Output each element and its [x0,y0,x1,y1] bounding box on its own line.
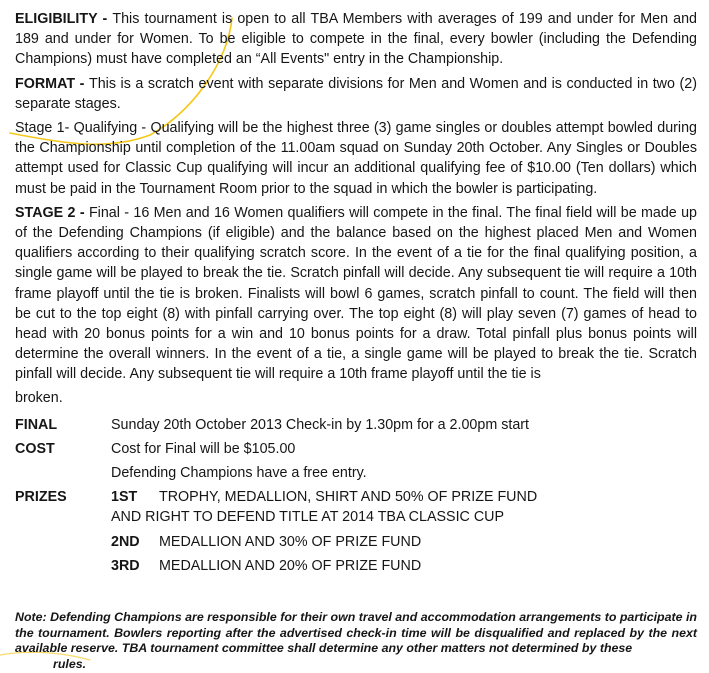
stage1-paragraph [15,118,697,199]
format-text: This is a scratch event with separate divisions for Men and Women and is conducted in two (2) separate stages. [15,75,697,112]
prizes-label: PRIZES [15,488,67,505]
cost-label: COST [15,440,55,457]
stage1-text: Stage 1- Qualifying - Qualifying will be the highest three (3) game singles or doubles attempt bowled during the Championship until completion of the 11.00am squad on Sunday 20th October. Any Singles or Doubles attempt used for Classic Cup qualifying will incur an additional qualifying fee of $10.00 (Ten dollars) which must be paid in the Tournament Room prior to the squad in which the bowler is participating. [15,120,697,197]
final-value: Sunday 20th October 2013 Check-in by 1.30pm for a 2.00pm start [111,416,530,433]
eligibility-label: ELIGIBILITY - [15,11,113,27]
prizes-section [15,485,697,573]
prize-place: 3RD [111,558,140,575]
prize-third [111,556,537,577]
tournament-rules-document [15,9,697,573]
stage2-text: Final - 16 Men and 16 Women qualifiers will compete in the final. The final field will be made up of the Defending Champions (if eligible) and the balance based on the highest placed Men and Women qualifiers according to their qualifying scratch score. In the event of a tie for the final qualifying position, a single game will be played to break the tie. Scratch pinfall will decide. Any subsequent tie will require a 10th frame playoff until the tie is broken. Finalists will bowl 6 games, scratch pinfall to count. The field will then be cut to the top eight (8) with pinfall carrying over. The top eight (8) will play seven (7) games of head to head with 20 bonus points for a win and 10 bonus points for a draw. Total pinfall plus bonus points will determine the overall winners. In the event of a tie, a single game will be played to break the tie. Scratch pinfall will decide. Any subsequent tie will require a 10th frame playoff until the tie is [15,204,697,383]
prize-place: 1ST [111,488,138,505]
eligibility-text: This tournament is open to all TBA Members with averages of 199 and under for Men and 189 and under for Women. To be eligible to compete in the final, every bowler (including the Defending Champions) must have completed an “All Events" entry in the Championship. [15,11,697,68]
stage2-tail: broken. [15,389,63,406]
prize-list [111,487,537,577]
eligibility-paragraph [15,9,697,70]
format-paragraph [15,74,697,114]
final-row [15,413,697,437]
note-text: Note: Defending Champions are responsible for their own travel and accommodation arrangements to participate in the tournament. Bowlers reporting after the advertised check-in time will be disqualified and replaced by the next available reserve. TBA tournament committee shall determine any other matters not determined by these [15,610,697,656]
cost-value: Cost for Final will be $105.00 [111,440,296,457]
stage2-paragraph [15,203,697,385]
cost-row [15,437,697,461]
prize-text: TROPHY, MEDALLION, SHIRT AND 50% OF PRIZE FUND [159,488,538,505]
prize-second [111,532,537,553]
prize-first-continuation: AND RIGHT TO DEFEND TITLE AT 2014 TBA CLASSIC CUP [111,509,505,526]
prize-text: MEDALLION AND 30% OF PRIZE FUND [159,533,422,550]
note-tail: rules. [53,656,87,671]
stage2-label: STAGE 2 - [15,204,89,221]
prize-first [111,487,537,508]
prize-place: 2ND [111,533,140,550]
cost-extra-row [15,461,697,485]
prize-text: MEDALLION AND 20% OF PRIZE FUND [159,558,422,575]
note-paragraph [15,610,697,672]
cost-extra: Defending Champions have a free entry. [111,464,367,481]
final-label: FINAL [15,416,58,433]
format-label: FORMAT - [15,75,89,92]
